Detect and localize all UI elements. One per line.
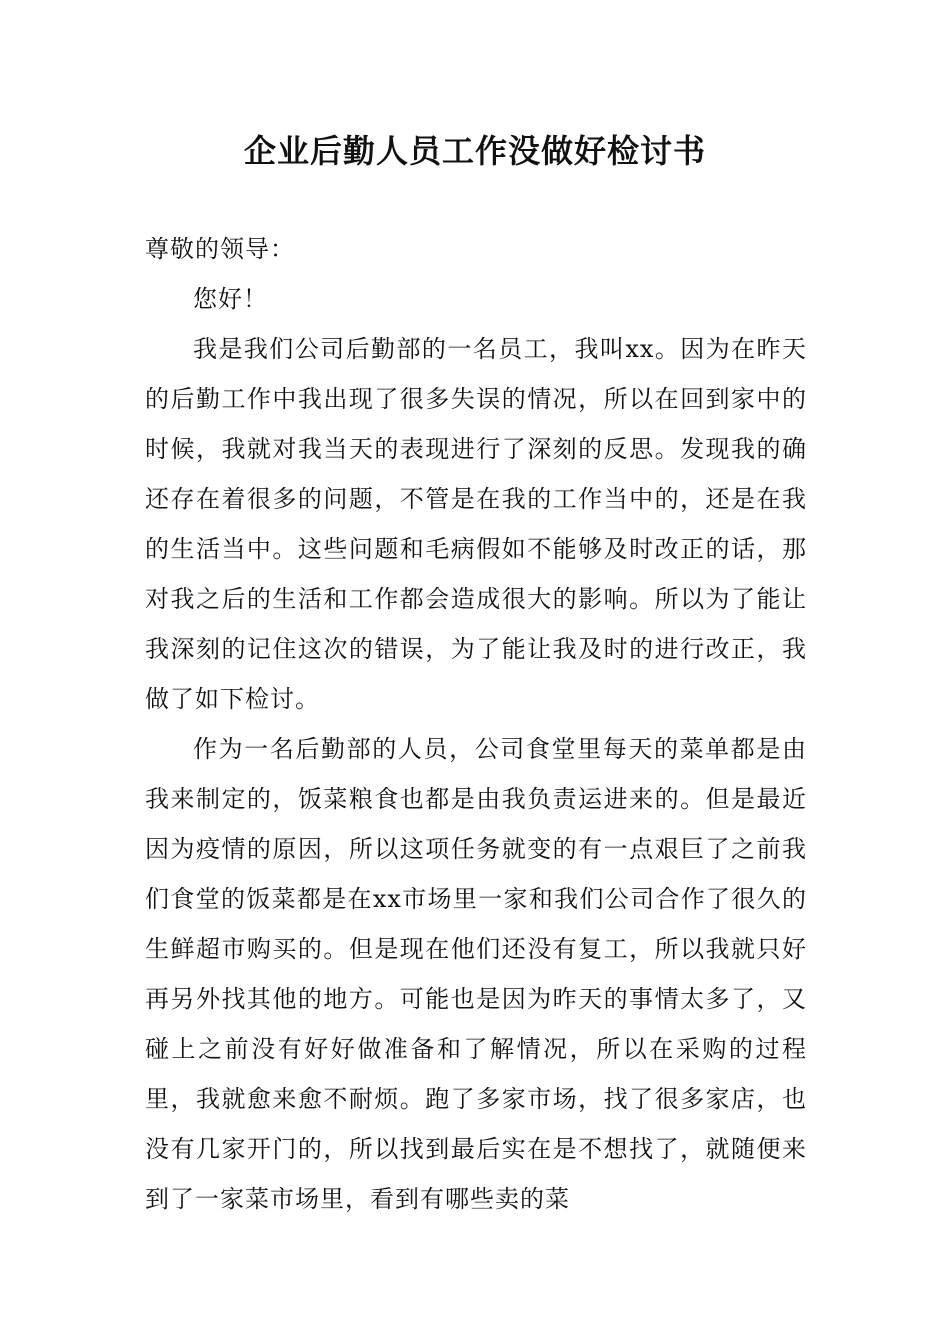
greeting: 您好！ (193, 285, 268, 313)
salutation: 尊敬的领导： (145, 235, 295, 263)
paragraph-1: 我是我们公司后勤部的一名员工，我叫xx。因为在昨天的后勤工作中我出现了很多失误的情况，所以在回到家中的时候，我就对我当天的表现进行了深刻的反思。发现我的确还存在着很多的问题，不管是在我的工作当中的，还是在我的生活当中。这些问题和毛病假如不能够及时改正的话，那对我之后的生活和工作都会造成很大的影响。所以为了能让我深刻的记住这次的错误，为了能让我及时的进行改正，我做了如下检讨。 (145, 335, 807, 713)
paragraph-2: 作为一名后勤部的人员，公司食堂里每天的菜单都是由我来制定的，饭菜粮食也都是由我负责运进来的。但是最近因为疫情的原因，所以这项任务就变的有一点艰巨了之前我们食堂的饭菜都是在xx市场里一家和我们公司合作了很久的生鲜超市购买的。但是现在他们还没有复工，所以我就只好再另外找其他的地方。可能也是因为昨天的事情太多了，又碰上之前没有好好做准备和了解情况，所以在采购的过程里，我就愈来愈不耐烦。跑了多家市场，找了很多家店，也没有几家开门的，所以找到最后实在是不想找了，就随便来到了一家菜市场里，看到有哪些卖的菜 (145, 735, 807, 1213)
document-title: 企业后勤人员工作没做好检讨书 (243, 132, 706, 170)
document-body (145, 224, 807, 1224)
